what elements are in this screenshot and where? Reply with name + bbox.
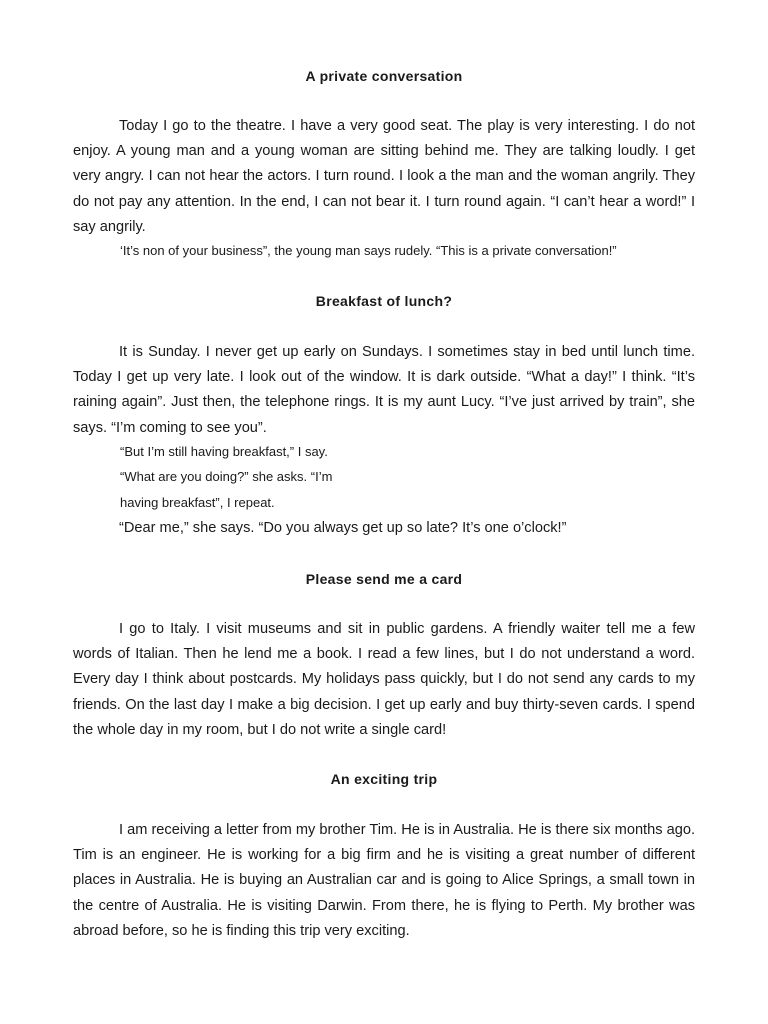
section-paragraph: I am receiving a letter from my brother Tim. He is in Australia. He is there six months ago. Tim is an engineer. He is working for a big firm and he is visiting a great number of different places in Australia. He is buying an Australian car and is going to Alice Springs, a small town in the centre of Australia. He is visiting Darwin. From there, he is flying to Perth. My brother was abroad before, so he is finding this trip very exciting. <box>73 822 695 939</box>
section-title: An exciting trip <box>330 771 438 787</box>
section-paragraph: I go to Italy. I visit museums and sit in public gardens. A friendly waiter tell me a few words of Italian. Then he lend me a book. I read a few lines, but I do not understand a word. Every day I think about postcards. My holidays pass quickly, but I do not send any cards to my friends. On the last day I make a big decision. I get up early and buy thirty-seven cards. I spend the whole day in my room, but I do not write a single card! <box>73 621 695 738</box>
section-title: Breakfast of lunch? <box>315 293 453 309</box>
dialogue-line: “What are you doing?” she asks. “I’m <box>120 469 333 484</box>
dialogue-line: “But I’m still having breakfast,” I say. <box>120 444 328 459</box>
dialogue-line: ‘It’s non of your business”, the young man says rudely. “This is a private conversation!” <box>120 243 617 258</box>
dialogue-line: “Dear me,” she says. “Do you always get up so late? It’s one o’clock!” <box>119 520 567 536</box>
section-paragraph: Today I go to the theatre. I have a very good seat. The play is very interesting. I do not enjoy. A young man and a young woman are sitting behind me. They are talking loudly. I get very angry. I can not hear the actors. I turn round. I look a the man and the woman angrily. They do not pay any attention. In the end, I can not bear it. I turn round again. “I can’t hear a word!” I say angrily. <box>73 118 695 235</box>
section-title: A private conversation <box>305 68 463 84</box>
dialogue-line: having breakfast”, I repeat. <box>120 495 275 510</box>
section-paragraph: It is Sunday. I never get up early on Sundays. I sometimes stay in bed until lunch time. Today I get up very late. I look out of the window. It is dark outside. “What a day!” I think. “It’s raining again”. Just then, the telephone rings. It is my aunt Lucy. “I’ve just arrived by train”, she says. “I’m coming to see you”. <box>73 344 695 436</box>
section-title: Please send me a card <box>305 571 463 587</box>
